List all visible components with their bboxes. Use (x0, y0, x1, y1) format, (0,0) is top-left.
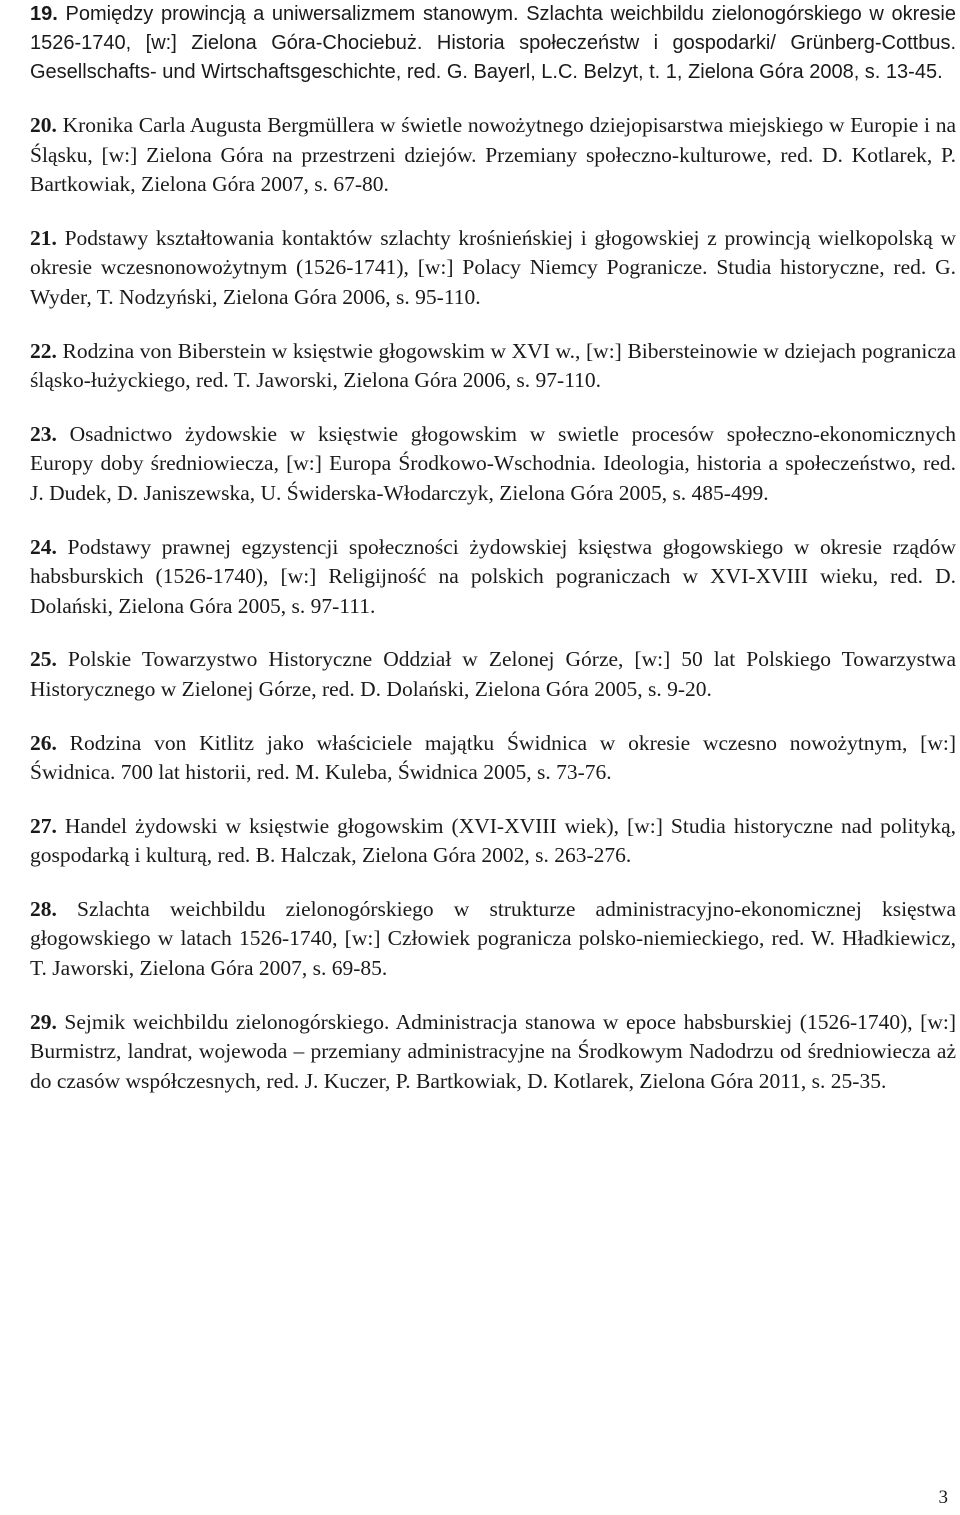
entry-number: 23. (30, 421, 57, 446)
bibliography-entry-27 (30, 812, 956, 871)
bibliography-entry-21 (30, 224, 956, 313)
bibliography-entry-29 (30, 1008, 956, 1097)
entry-number: 28. (30, 896, 57, 921)
entry-number: 20. (30, 113, 57, 137)
bibliography-list (30, 0, 956, 1120)
entry-text: Podstawy kształtowania kontaktów szlachty krośnieńskiej i głogowskiej z prowincją wielkopolską w okresie wczesnonowożytnym (1526-1741), [w:] Polacy Niemcy Pogranicze. Studia historyczne, red. G. Wyder, T. Nodzyński, Zielona Góra 2006, s. 95-110. (30, 225, 956, 309)
entry-text: Polskie Towarzystwo Historyczne Oddział w Zelonej Górze, [w:] 50 lat Polskiego Towarzystwa Historycznego w Zielonej Górze, red. D. Dolański, Zielona Góra 2005, s. 9-20. (30, 647, 956, 701)
bibliography-entry-24 (30, 533, 956, 622)
entry-text: Rodzina von Kitlitz jako właściciele majątku Świdnica w okresie wczesno nowożytnym, [w:] Świdnica. 700 lat historii, red. M. Kuleba, Świdnica 2005, s. 73-76. (30, 730, 956, 785)
entry-number: 26. (30, 730, 57, 755)
entry-text: Osadnictwo żydowskie w księstwie głogowskim w swietle procesów społeczno-ekonomicznych Europy doby średniowiecza, [w:] Europa Środkowo-Wschodnia. Ideologia, historia a społeczeństwo, red. J. Dudek, D. Janiszewska, U. Świderska-Włodarczyk, Zielona Góra 2005, s. 485-499. (30, 421, 956, 505)
bibliography-entry-28 (30, 895, 956, 984)
bibliography-entry-23 (30, 420, 956, 509)
entry-number: 27. (30, 813, 57, 838)
entry-text: Podstawy prawnej egzystencji społeczności żydowskiej księstwa głogowskiego w okresie rządów habsburskich (1526-1740), [w:] Religijność na polskich pograniczach w XVI-XVIII wieku, red. D. Dolański, Zielona Góra 2005, s. 97-111. (30, 534, 956, 618)
entry-text: Szlachta weichbildu zielonogórskiego w strukturze administracyjno-ekonomicznej księstwa głogowskiego w latach 1526-1740, [w:] Człowiek pogranicza polsko-niemieckiego, red. W. Hładkiewicz, T. Jaworski, Zielona Góra 2007, s. 69-85. (30, 896, 956, 981)
entry-number: 25. (30, 647, 57, 672)
bibliography-entry-22 (30, 337, 956, 396)
entry-number: 19. (30, 3, 58, 25)
entry-text: Rodzina von Biberstein w księstwie głogowskim w XVI w., [w:] Bibersteinowie w dziejach pogranicza śląsko-łużyckiego, red. T. Jaworski, Zielona Góra 2006, s. 97-110. (30, 338, 956, 393)
entry-number: 21. (30, 225, 57, 250)
bibliography-entry-19 (30, 0, 956, 87)
entry-number: 29. (30, 1009, 57, 1034)
entry-text: Pomiędzy prowincją a uniwersalizmem stanowym. Szlachta weichbildu zielonogórskiego w okresie 1526-1740, [w:] Zielona Góra-Chociebuż. Historia społeczeństw i gospodarki/ Grünberg-Cottbus. Gesellschafts- und Wirtschaftsgeschichte, red. G. Bayerl, L.C. Belzyt, t. 1, Zielona Góra 2008, s. 13-45. (30, 3, 956, 83)
entry-text: Sejmik weichbildu zielonogórskiego. Administracja stanowa w epoce habsburskiej (1526-1740), [w:] Burmistrz, landrat, wojewoda – przemiany administracyjne na Środkowym Nadodrzu od średniowiecza aż do czasów współczesnych, red. J. Kuczer, P. Bartkowiak, D. Kotlarek, Zielona Góra 2011, s. 25-35. (30, 1009, 956, 1093)
entry-text: Kronika Carla Augusta Bergmüllera w świetle nowożytnego dziejopisarstwa miejskiego w Europie i na Śląsku, [w:] Zielona Góra na przestrzeni dziejów. Przemiany społeczno-kulturowe, red. D. Kotlarek, P. Bartkowiak, Zielona Góra 2007, s. 67-80. (30, 113, 956, 197)
bibliography-entry-20 (30, 111, 956, 200)
bibliography-entry-26 (30, 729, 956, 788)
entry-text: Handel żydowski w księstwie głogowskim (XVI-XVIII wiek), [w:] Studia historyczne nad polityką, gospodarką i kulturą, red. B. Halczak, Zielona Góra 2002, s. 263-276. (30, 813, 956, 868)
entry-number: 22. (30, 338, 57, 363)
page-number: 3 (938, 1487, 948, 1508)
entry-number: 24. (30, 534, 57, 559)
bibliography-entry-25 (30, 645, 956, 704)
